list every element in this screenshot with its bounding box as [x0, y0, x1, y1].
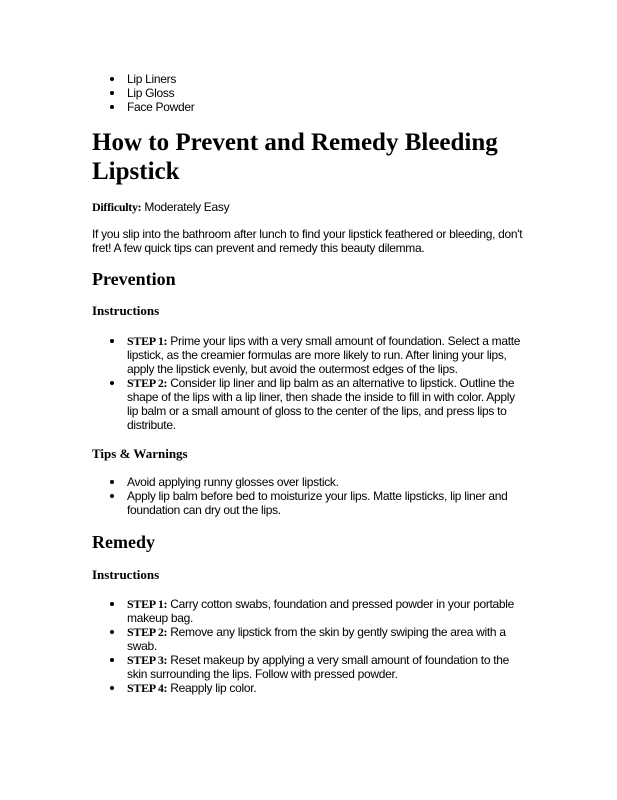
list-item — [127, 597, 527, 625]
step-text: Carry cotton swabs, foundation and pressed powder in your portable makeup bag. — [127, 597, 515, 625]
step-text: Prime your lips with a very small amount of foundation. Select a matte lipstick, as the creamier formulas are more likely to run. After lining your lips, apply the lipstick evenly, but avoid the outermost edges of the lips. — [127, 334, 521, 376]
list-item — [127, 376, 527, 432]
step-text: Reset makeup by applying a very small amount of foundation to the skin surrounding the lips. Follow with pressed powder. — [127, 653, 510, 681]
list-item: Lip Liners — [127, 72, 194, 86]
prevention-heading: Prevention — [92, 269, 176, 289]
step-text: Consider lip liner and lip balm as an alternative to lipstick. Outline the shape of the lips with a lip liner, then shade the inside to fill in with color. Apply lip balm or a small amount of gloss to the center of the lips, and press lips to distribute. — [127, 376, 515, 432]
list-item — [127, 334, 527, 376]
intro-paragraph: If you slip into the bathroom after lunch to find your lipstick feathered or bleeding, don't fret! A few quick tips can prevent and remedy this beauty dilemma. — [92, 227, 523, 255]
step-label: STEP 2: — [127, 376, 168, 390]
tips-list — [127, 475, 527, 517]
tips-warnings-heading: Tips & Warnings — [92, 446, 188, 461]
list-item — [127, 653, 527, 681]
step-label: STEP 4: — [127, 681, 168, 695]
list-item — [127, 681, 527, 695]
list-item: Apply lip balm before bed to moisturize your lips. Matte lipsticks, lip liner and foundation can dry out the lips. — [127, 489, 527, 517]
remedy-steps-list — [127, 597, 527, 695]
step-label: STEP 1: — [127, 597, 168, 611]
step-label: STEP 3: — [127, 653, 168, 667]
difficulty-line — [92, 200, 229, 214]
step-text: Reapply lip color. — [170, 681, 257, 695]
remedy-heading: Remedy — [92, 532, 155, 552]
prevention-steps-list — [127, 334, 527, 432]
difficulty-label: Difficulty: — [92, 200, 142, 214]
list-item: Avoid applying runny glosses over lipstick. — [127, 475, 527, 489]
step-label: STEP 1: — [127, 334, 168, 348]
list-item: Face Powder — [127, 100, 195, 114]
difficulty-value: Moderately Easy — [144, 200, 230, 214]
supplies-list — [127, 72, 194, 114]
step-label: STEP 2: — [127, 625, 168, 639]
list-item: Lip Gloss — [127, 86, 194, 100]
list-item — [127, 625, 527, 653]
remedy-instructions-heading: Instructions — [92, 567, 160, 582]
page-title: How to Prevent and Remedy Bleeding Lipstick — [92, 129, 498, 185]
step-text: Remove any lipstick from the skin by gently swiping the area with a swab. — [127, 625, 506, 653]
prevention-instructions-heading: Instructions — [92, 303, 160, 318]
